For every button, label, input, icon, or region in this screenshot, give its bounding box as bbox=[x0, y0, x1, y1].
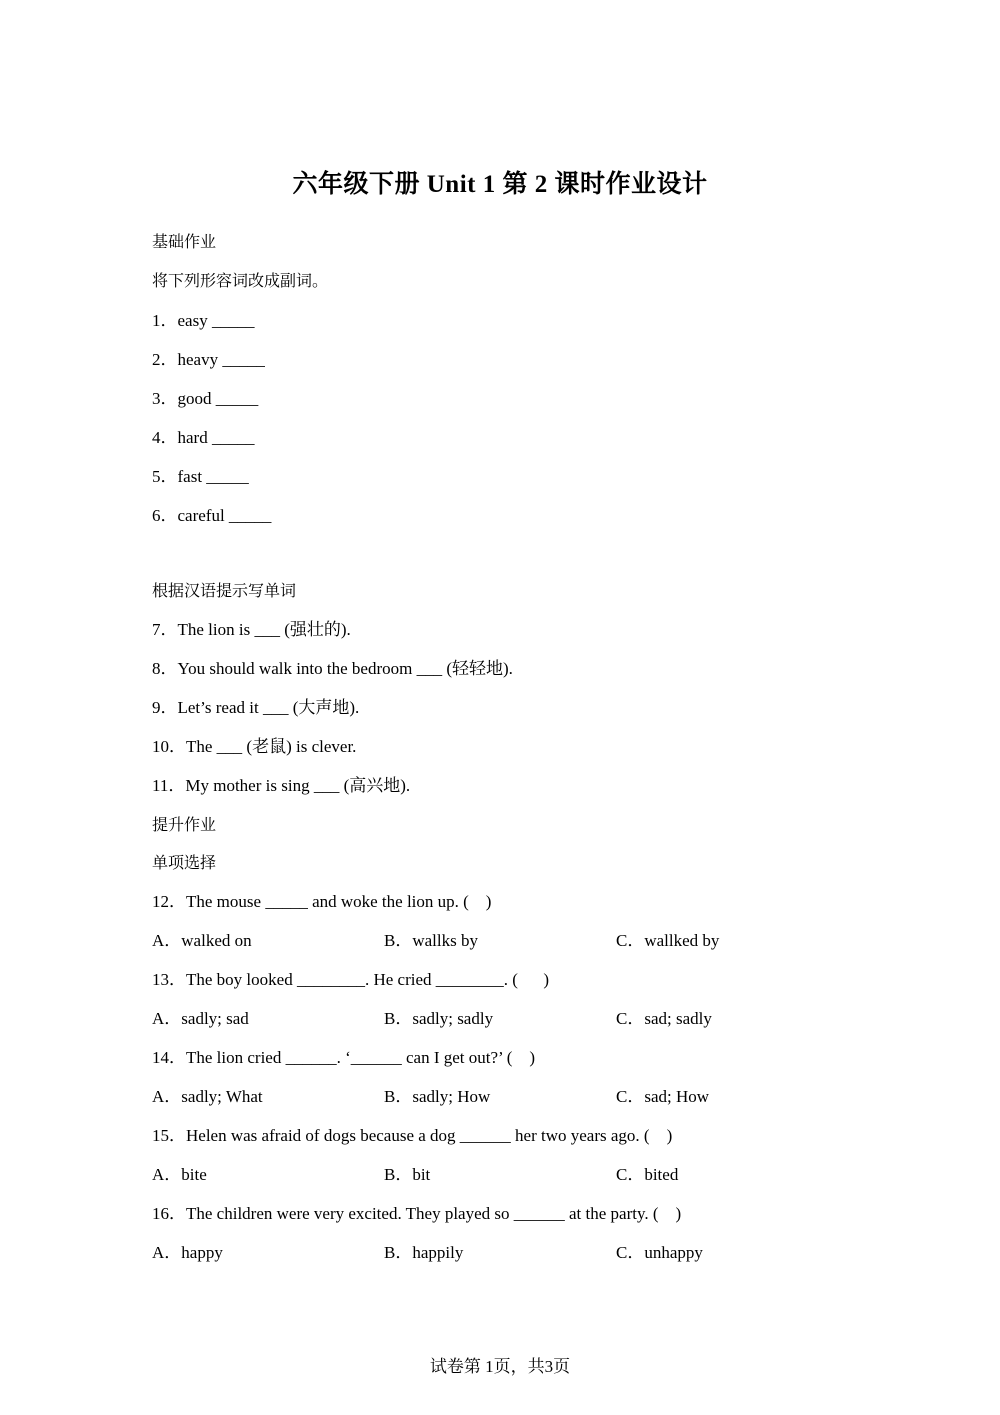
question-14: 14．The lion cried ______. ‘______ can I get out?’ ( ) bbox=[152, 1048, 536, 1067]
part3-instruction: 单项选择 bbox=[152, 853, 217, 872]
option-a: A．sadly; What bbox=[152, 1087, 263, 1106]
option-c: C．wallked by bbox=[616, 931, 720, 950]
option-a: A．happy bbox=[152, 1243, 223, 1262]
option-c: C．sad; sadly bbox=[616, 1009, 712, 1028]
part1-instruction: 将下列形容词改成副词。 bbox=[152, 271, 329, 290]
page-title: 六年级下册 Unit 1 第 2 课时作业设计 bbox=[292, 171, 708, 198]
option-a: A．walked on bbox=[152, 931, 252, 950]
question-7: 7．The lion is ___ (强壮的). bbox=[152, 620, 351, 639]
question-2: 2．heavy _____ bbox=[152, 350, 265, 369]
option-c: C．unhappy bbox=[616, 1243, 703, 1262]
question-10: 10．The ___ (老鼠) is clever. bbox=[152, 737, 357, 756]
section-advanced-heading: 提升作业 bbox=[152, 815, 217, 834]
question-9: 9．Let’s read it ___ (大声地). bbox=[152, 698, 360, 717]
section-basic-heading: 基础作业 bbox=[152, 232, 217, 251]
question-4: 4．hard _____ bbox=[152, 428, 255, 447]
question-6: 6．careful _____ bbox=[152, 506, 272, 525]
question-1: 1．easy _____ bbox=[152, 311, 255, 330]
option-a: A．sadly; sad bbox=[152, 1009, 249, 1028]
question-16: 16．The children were very excited. They played so ______ at the party. ( ) bbox=[152, 1204, 682, 1223]
question-3: 3．good _____ bbox=[152, 389, 259, 408]
question-8: 8．You should walk into the bedroom ___ (轻轻地). bbox=[152, 659, 513, 678]
question-12: 12．The mouse _____ and woke the lion up. ( ) bbox=[152, 892, 492, 911]
option-b: B．wallks by bbox=[384, 931, 478, 950]
option-b: B．bit bbox=[384, 1165, 431, 1184]
question-11: 11．My mother is sing ___ (高兴地). bbox=[152, 776, 411, 795]
option-a: A．bite bbox=[152, 1165, 207, 1184]
question-15: 15．Helen was afraid of dogs because a dog ______ her two years ago. ( ) bbox=[152, 1126, 673, 1145]
question-5: 5．fast _____ bbox=[152, 467, 249, 486]
option-b: B．sadly; How bbox=[384, 1087, 491, 1106]
page-footer: 试卷第 1页，共3页 bbox=[429, 1357, 571, 1376]
question-13: 13．The boy looked ________. He cried ________. ( ) bbox=[152, 970, 550, 989]
option-b: B．sadly; sadly bbox=[384, 1009, 494, 1028]
part2-instruction: 根据汉语提示写单词 bbox=[152, 581, 297, 600]
option-c: C．sad; How bbox=[616, 1087, 710, 1106]
option-c: C．bited bbox=[616, 1165, 679, 1184]
option-b: B．happily bbox=[384, 1243, 464, 1262]
